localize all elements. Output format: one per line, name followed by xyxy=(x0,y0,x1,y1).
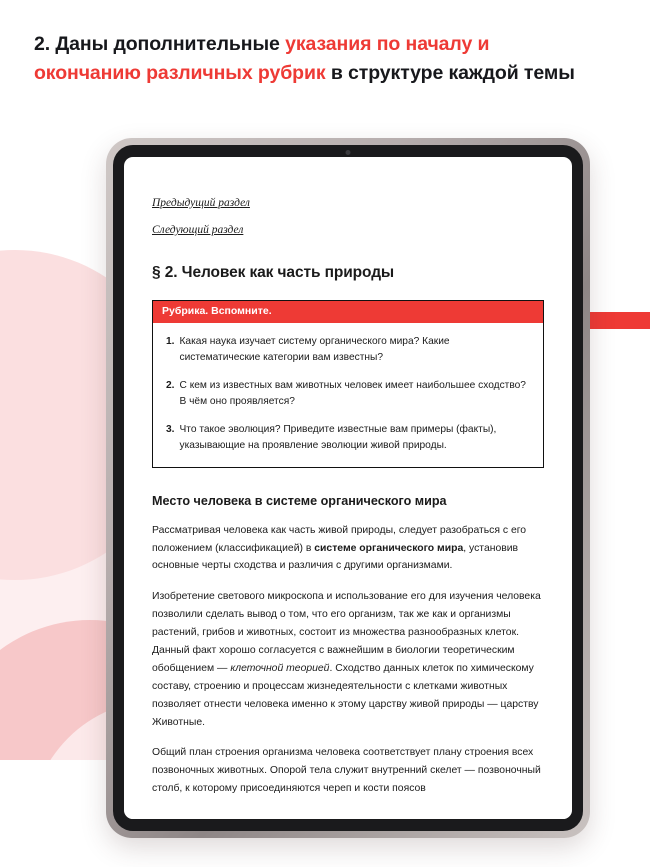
heading-part-1: 2. Даны дополнительные xyxy=(34,33,286,55)
list-item xyxy=(166,334,530,367)
page-title: § 2. Человек как часть природы xyxy=(152,264,395,281)
question-number: 2. xyxy=(166,379,175,391)
link-next-section[interactable]: Следующий раздел xyxy=(152,224,244,236)
slide-heading xyxy=(34,30,594,88)
section-title: Место человека в системе органического мира xyxy=(152,493,447,508)
question-number: 3. xyxy=(166,423,175,435)
heading-part-3: в структуре каждой темы xyxy=(325,61,575,84)
camera-icon xyxy=(346,150,351,155)
question-text: Что такое эволюция? Приведите известные вам примеры (факты), указывающие на проявление эволюции живой природы. xyxy=(179,423,497,452)
rubric-questions xyxy=(153,323,543,467)
rubric-header: Рубрика. Вспомните. xyxy=(153,301,543,323)
list-item xyxy=(166,422,530,455)
tablet-device xyxy=(106,138,590,838)
tablet-screen[interactable] xyxy=(124,157,572,819)
link-previous-section[interactable]: Предыдущий раздел xyxy=(152,197,250,209)
question-text: С кем из известных вам животных человек имеет наибольшее сходство? В чём оно проявляется? xyxy=(179,379,526,408)
body-paragraph-1: Рассматривая человека как часть живой природы, следует разобраться с его положением (классификацией) в системе органического мира, установив основные черты сходства и различия с другими организмами. xyxy=(152,524,527,572)
screen-bottom-fade xyxy=(124,803,572,819)
tablet-bezel xyxy=(113,145,583,831)
heading-part-2-highlight: указания по началу и окончанию различных рубрик xyxy=(34,33,490,84)
textbook-page xyxy=(124,157,572,798)
rubric-box xyxy=(152,300,544,468)
question-text: Какая наука изучает систему органического мира? Какие систематические категории вам известны? xyxy=(179,335,450,364)
list-item xyxy=(166,378,530,411)
question-number: 1. xyxy=(166,335,175,347)
body-paragraph-2: Изобретение светового микроскопа и использование его для изучения человека позволили сделать вывод о том, что его организм, так же как и организмы растений, грибов и животных, состоит из множества разнообразных клеток. Данный факт хорошо согласуется с важнейшим в биологии теоретическим обобщением — клеточной теорией. Сходство данных клеток по химическому составу, строению и процессам жизнедеятельности с клетками животных позволяет отнести человека именно к этому царству живой природы — царству Животные. xyxy=(152,591,541,728)
body-paragraph-3: Общий план строения организма человека соответствует плану строения всех позвоночных животных. Опорой тела служит внутренний скелет — позвоночный столб, к которому присоединяются череп и кости поясов xyxy=(152,747,541,795)
